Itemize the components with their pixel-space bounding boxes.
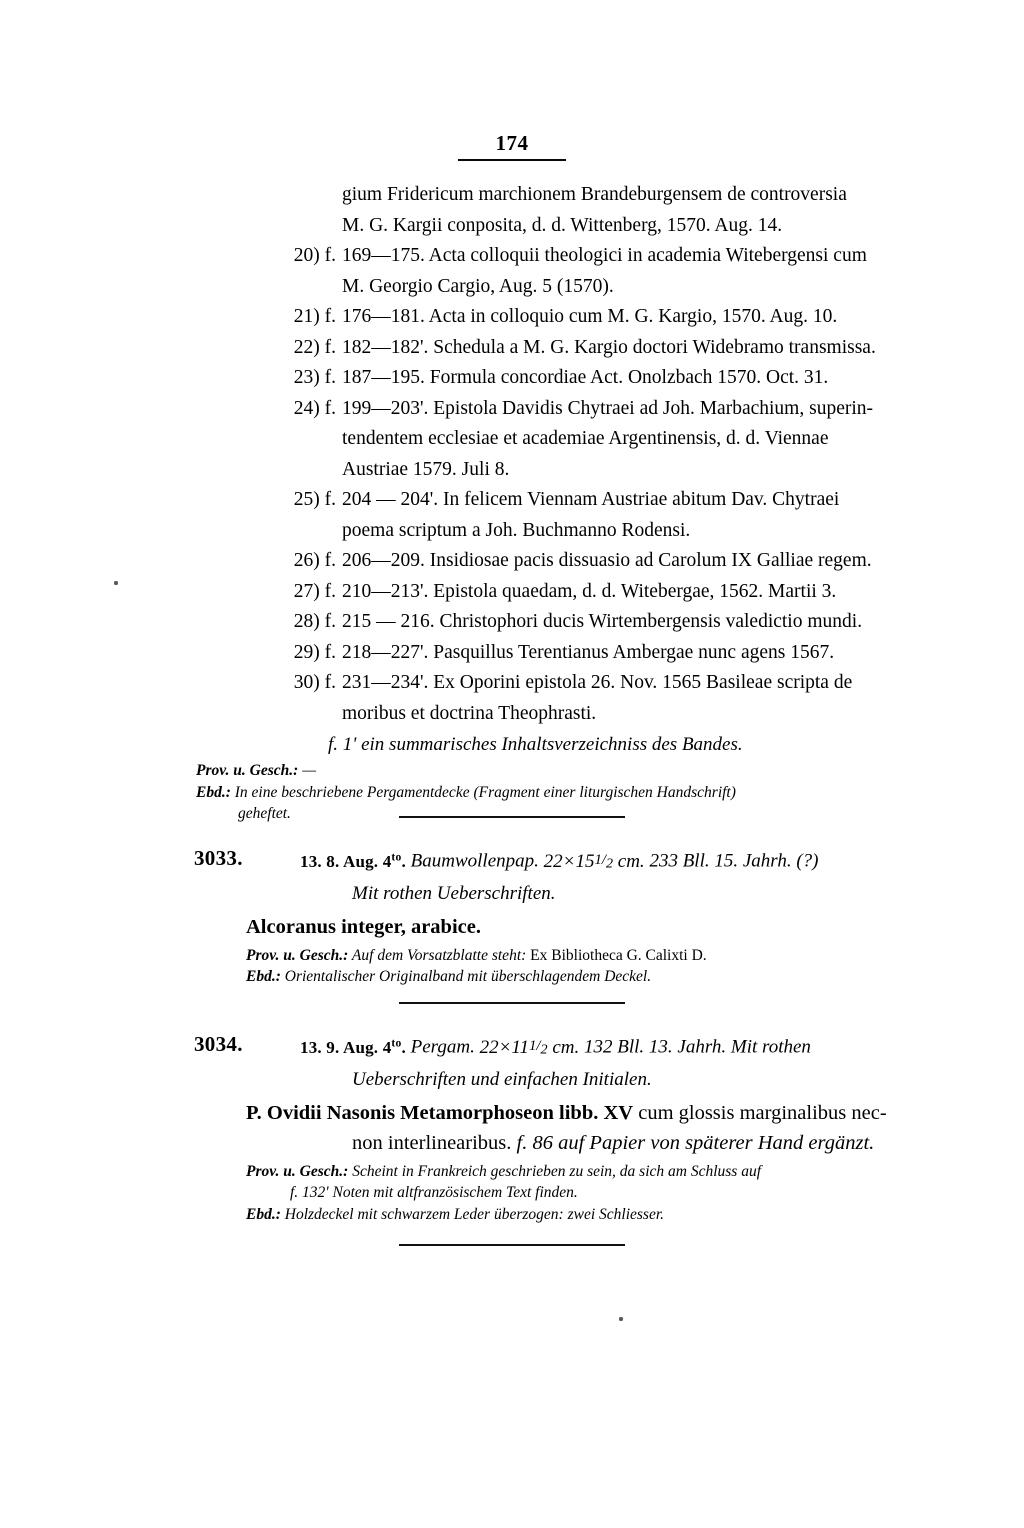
ebd-text-cont: geheftet. (238, 805, 291, 822)
item-line: moribus et doctrina Theophrasti. (342, 702, 597, 724)
numbered-item-list (194, 241, 984, 729)
shelfmark-superscript: to (391, 1036, 402, 1049)
prov-line (246, 945, 984, 967)
ebd-label: Ebd.: (246, 1205, 281, 1223)
continued-line: M. G. Kargii conposita, d. d. Wittenberg, 1570. Aug. 14. (342, 214, 783, 236)
entry-title-roman: cum glossis marginalibus nec- (633, 1101, 887, 1124)
item-line: 215 — 216. Christophori ducis Wirtembergensis valedictio mundi. (342, 611, 863, 632)
text-column (194, 180, 984, 825)
prov-line (246, 1161, 984, 1204)
item-marker: 28) f. (293, 611, 336, 632)
page-header (0, 133, 1024, 161)
entry-number: 3034. (194, 1032, 243, 1056)
continued-line: gium Fridericum marchionem Brandeburgensem de controversia (342, 184, 847, 205)
item-marker: 26) f. (293, 550, 336, 571)
list-item (194, 546, 984, 577)
list-item (194, 485, 984, 546)
entry-title-bold: P. Ovidii Nasonis Metamorphoseon libb. XV (246, 1101, 634, 1124)
fraction: 1/2 (594, 852, 614, 872)
entry-century: 13. Jahrh. (648, 1036, 727, 1058)
catalogue-entry-3034 (194, 1032, 984, 1225)
prov-text: Scheint in Frankreich geschrieben zu sein, da sich am Schluss auf (348, 1162, 762, 1180)
item-body (342, 668, 984, 729)
item-line: tendentem ecclesiae et academiae Argentinensis, d. d. Viennae (342, 428, 829, 449)
entry-century: 15. Jahrh. (?) (714, 850, 819, 872)
item-body (342, 546, 984, 577)
item-marker: 29) f. (293, 641, 336, 663)
list-item (194, 363, 984, 394)
item-body (342, 638, 984, 669)
item-line: 218—227'. Pasquillus Terentianus Ambergae nunc agens 1567. (342, 641, 835, 663)
item-line: 210—213'. Epistola quaedam, d. d. Witebergae, 1562. Martii 3. (342, 580, 837, 602)
list-item (194, 668, 984, 729)
continued-provenance-note (196, 760, 984, 825)
item-body (342, 577, 984, 608)
entry-number: 3033. (194, 846, 243, 870)
entry-provenance-note (246, 945, 984, 988)
prov-line (196, 760, 984, 782)
item-body (342, 333, 984, 364)
prov-text-italic: Auf dem Vorsatzblatte steht: (348, 946, 527, 964)
continued-entry (194, 180, 984, 241)
entry-dimensions: 22×111/2 cm. (479, 1036, 580, 1058)
item-line: 169—175. Acta colloquii theologici in academia Witebergensi cum (342, 245, 867, 266)
item-body (342, 241, 984, 302)
shelfmark-superscript: to (391, 850, 402, 863)
section-divider (399, 1002, 625, 1004)
item-line: 182—182'. Schedula a M. G. Kargio doctori Widebramo transmissa. (342, 336, 876, 358)
prov-label: Prov. u. Gesch.: (246, 1162, 349, 1180)
ebd-text: In eine beschriebene Pergamentdecke (Fragment einer liturgischen Handschrift) (230, 783, 736, 801)
title-cont-roman: non interlinearibus. (352, 1131, 512, 1154)
entry-description-cont: Ueberschriften und einfachen Initialen. (352, 1068, 652, 1090)
item-marker: 24) f. (293, 397, 336, 419)
entry-title-bold: Alcoranus integer, arabice. (246, 915, 481, 938)
page-number: 174 (495, 131, 529, 155)
entry-description (300, 1032, 984, 1065)
item-marker: 21) f. (293, 306, 336, 327)
item-line: poema scriptum a Joh. Buchmanno Rodensi. (342, 519, 691, 541)
entry-material: Baumwollenpap. (410, 850, 539, 872)
item-line: 176—181. Acta in colloquio cum M. G. Kargio, 1570. Aug. 10. (342, 306, 838, 327)
item-line: Austriae 1579. Juli 8. (342, 458, 510, 480)
prov-label: Prov. u. Gesch.: (196, 762, 299, 779)
item-body (342, 485, 984, 546)
catalogue-entry-3033 (194, 846, 984, 988)
prov-text-cont: f. 132' Noten mit altfranzösischem Text finden. (290, 1184, 578, 1202)
entry-provenance-note (246, 1161, 984, 1226)
item-line: 206—209. Insidiosae pacis dissuasio ad Carolum IX Galliae regem. (342, 550, 872, 571)
item-marker: 30) f. (293, 672, 336, 693)
item-body (342, 607, 984, 638)
ebd-line (196, 782, 984, 825)
prov-text-roman: Ex Bibliotheca G. Calixti D. (526, 946, 707, 964)
item-line: 204 — 204'. In felicem Viennam Austriae abitum Dav. Chytraei (342, 489, 840, 510)
entry-description-cont: Mit rothen Ueberschriften. (352, 882, 556, 904)
item-marker: 27) f. (293, 580, 336, 602)
title-cont-italic: f. 86 auf Papier von späterer Hand ergänzt. (511, 1131, 875, 1154)
entry-description (300, 846, 984, 879)
list-item (194, 577, 984, 608)
prov-text: — (298, 762, 316, 779)
item-line: 187—195. Formula concordiae Act. Onolzbach 1570. Oct. 31. (342, 367, 829, 388)
item-marker: 20) f. (293, 245, 336, 266)
item-marker: 25) f. (293, 489, 336, 510)
scan-speck (619, 1317, 623, 1321)
entry-title-cont (352, 1128, 984, 1158)
ebd-label: Ebd.: (246, 968, 281, 986)
list-item (194, 302, 984, 333)
item-body (342, 394, 984, 486)
item-line: M. Georgio Cargio, Aug. 5 (1570). (342, 275, 614, 297)
entry-leaves: 233 Bll. (649, 850, 710, 872)
scan-speck (114, 581, 118, 585)
ebd-text: Holzdeckel mit schwarzem Leder überzogen: zwei Schliesser. (280, 1205, 665, 1223)
entry-title (246, 1098, 984, 1128)
item-marker: 22) f. (293, 336, 336, 358)
item-body (342, 363, 984, 394)
entry-material: Pergam. (410, 1036, 475, 1058)
item-line: 199—203'. Epistola Davidis Chytraei ad Joh. Marbachium, superin- (342, 397, 874, 419)
page-number-rule (458, 159, 566, 161)
list-item (194, 638, 984, 669)
ebd-label: Ebd.: (196, 783, 231, 801)
list-item (194, 333, 984, 364)
list-item (194, 394, 984, 486)
fraction: 1/2 (529, 1038, 548, 1058)
entry-shelfmark: 13. 8. Aug. $4^{to}$. (300, 850, 406, 871)
item-body (342, 302, 984, 333)
ebd-text: Orientalischer Originalband mit überschlagendem Deckel. (280, 968, 652, 986)
list-item (194, 241, 984, 302)
item-line: 231—234'. Ex Oporini epistola 26. Nov. 1565 Basileae scripta de (342, 672, 853, 693)
summary-line: f. 1' ein summarisches Inhaltsverzeichniss des Bandes. (328, 734, 743, 755)
entry-desc-tail: Mit rothen (730, 1036, 811, 1058)
item-marker: 23) f. (293, 367, 336, 388)
entry-leaves: 132 Bll. (583, 1036, 645, 1058)
prov-label: Prov. u. Gesch.: (246, 946, 349, 964)
ebd-line (246, 966, 984, 988)
ebd-line (246, 1204, 984, 1226)
entry-dimensions: 22×151/2 cm. (543, 850, 645, 872)
section-divider (399, 816, 625, 818)
section-divider (399, 1244, 625, 1246)
list-item (194, 607, 984, 638)
entry-title (246, 912, 984, 942)
entry-shelfmark: 13. 9. Aug. $4^{to}$. (300, 1036, 406, 1057)
